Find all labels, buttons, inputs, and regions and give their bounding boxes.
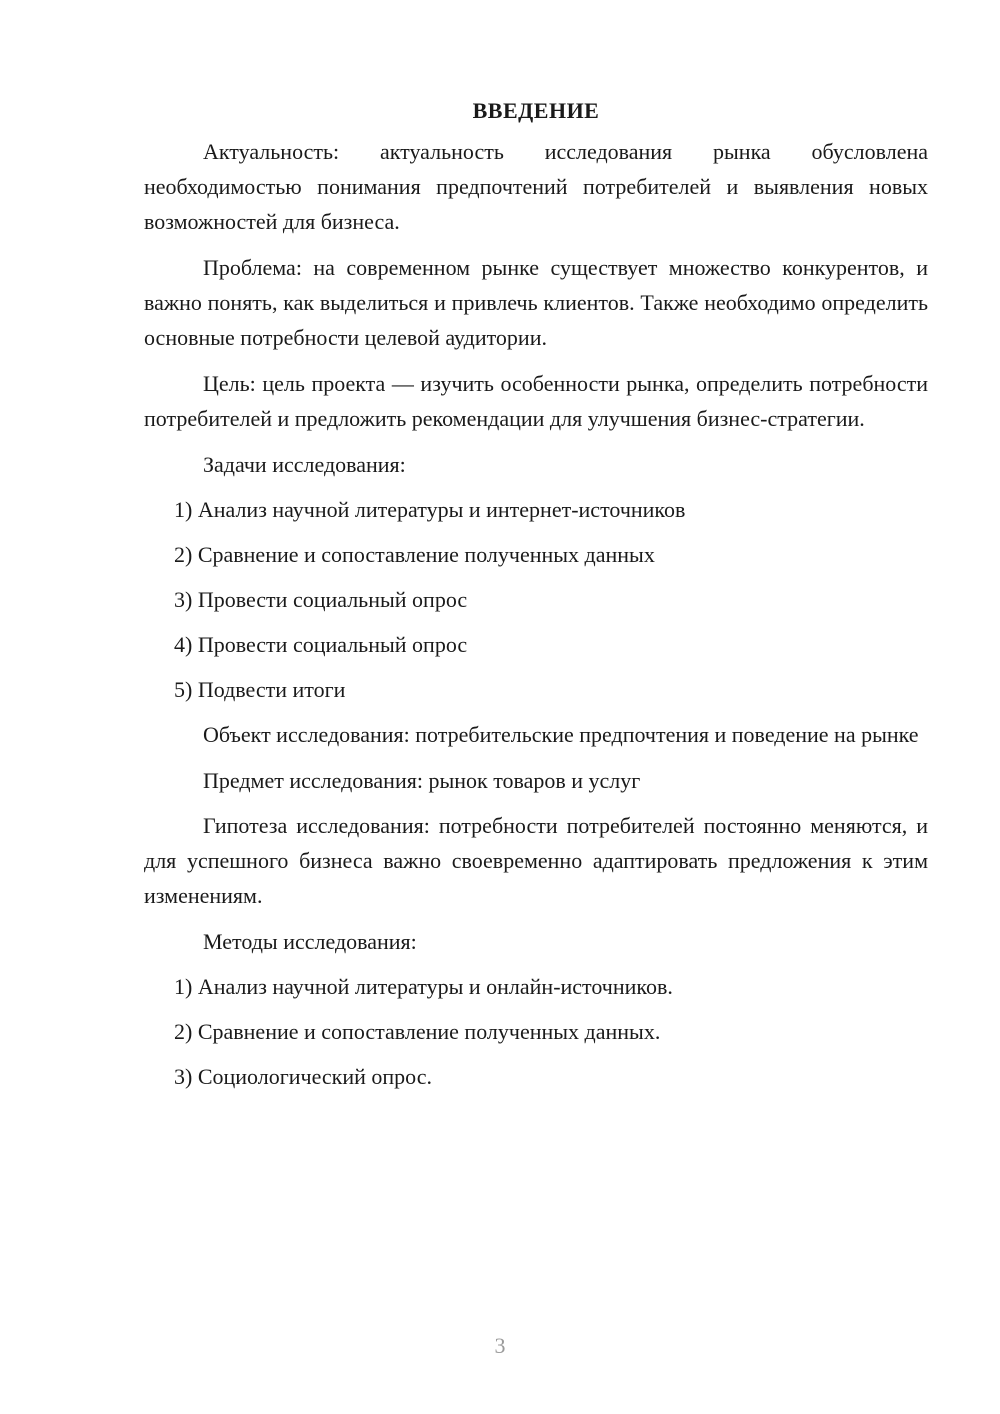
page-number: 3 — [494, 1333, 506, 1358]
goal-paragraph: Цель: цель проекта — изучить особенности рынка, определить потребности потребителей и предложить рекомендации для улучшения бизнес-стратегии. — [144, 371, 928, 431]
methods-heading: Методы исследования: — [203, 929, 417, 954]
list-item: 1) Анализ научной литературы и онлайн-источников. — [174, 974, 673, 999]
list-item: 2) Сравнение и сопоставление полученных данных. — [174, 1019, 661, 1044]
methods-list — [144, 969, 928, 1094]
hypothesis-paragraph: Гипотеза исследования: потребности потребителей постоянно меняются, и для успешного бизнеса важно своевременно адаптировать предложения к этим изменениям. — [144, 813, 928, 908]
page-content — [144, 96, 928, 1104]
relevance-paragraph: Актуальность: актуальность исследования рынка обусловлена необходимостью понимания предпочтений потребителей и выявления новых возможностей для бизнеса. — [144, 139, 928, 234]
problem-paragraph: Проблема: на современном рынке существует множество конкурентов, и важно понять, как выделиться и привлечь клиентов. Также необходимо определить основные потребности целевой аудитории. — [144, 255, 928, 350]
list-item: 2) Сравнение и сопоставление полученных данных — [174, 542, 655, 567]
page-title: ВВЕДЕНИЕ — [472, 98, 600, 123]
subject-paragraph: Предмет исследования: рынок товаров и услуг — [203, 768, 641, 793]
tasks-heading: Задачи исследования: — [203, 452, 406, 477]
list-item: 3) Социологический опрос. — [174, 1064, 432, 1089]
list-item: 4) Провести социальный опрос — [174, 632, 468, 657]
tasks-list — [144, 492, 928, 707]
list-item: 3) Провести социальный опрос — [174, 587, 468, 612]
list-item: 1) Анализ научной литературы и интернет-источников — [174, 497, 686, 522]
list-item: 5) Подвести итоги — [174, 677, 346, 702]
object-paragraph: Объект исследования: потребительские предпочтения и поведение на рынке — [203, 722, 919, 747]
